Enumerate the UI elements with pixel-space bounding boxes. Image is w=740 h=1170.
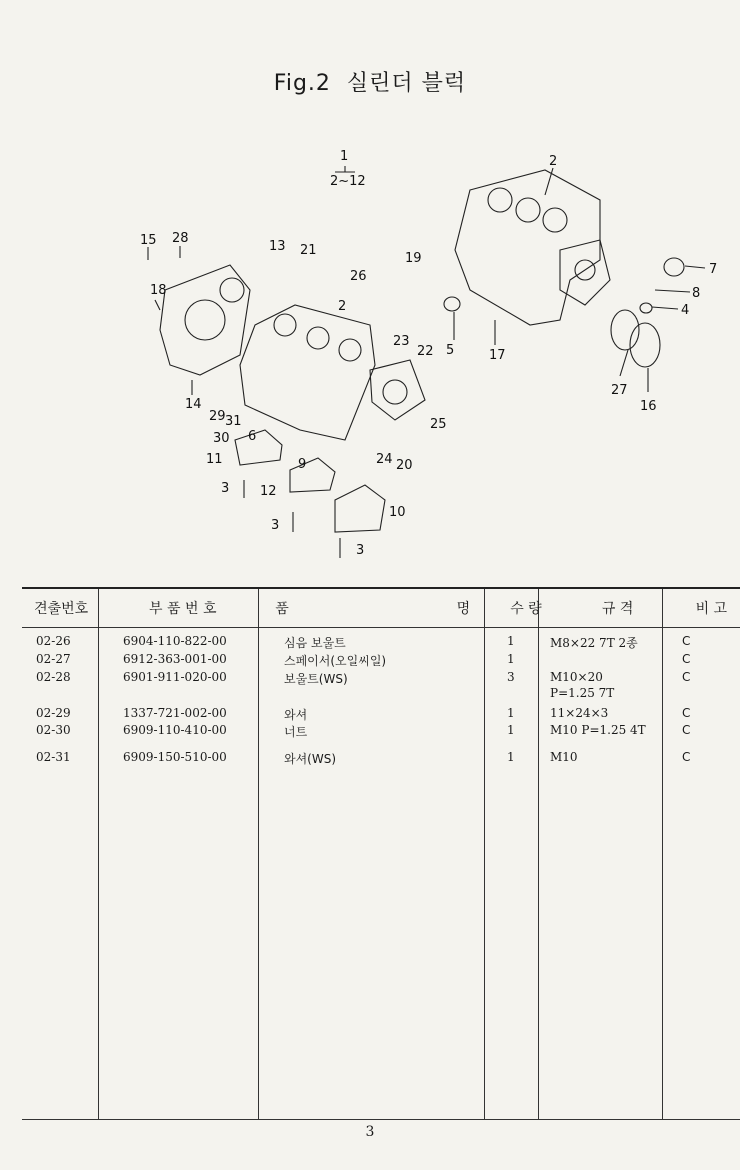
callout-18: 18	[150, 283, 167, 298]
cell-name: 스페이서(오일씨일)	[284, 654, 387, 668]
cell-qty: 1	[507, 652, 515, 666]
cell-part-no: 6901-911-020-00	[123, 670, 227, 684]
cell-note: C	[682, 652, 691, 666]
callout-28: 28	[172, 231, 189, 246]
table-bottom-rule	[22, 1119, 740, 1120]
cell-index: 02-29	[36, 706, 71, 720]
header-spec: 규 격	[554, 588, 682, 628]
callout-24: 24	[376, 452, 393, 467]
cell-index: 02-27	[36, 652, 71, 666]
cell-index: 02-31	[36, 750, 71, 764]
cylinder-block-top-drawing	[455, 170, 600, 325]
callout-22: 22	[417, 344, 434, 359]
callout-16: 16	[640, 399, 657, 414]
cell-part-no: 6909-150-510-00	[123, 750, 227, 764]
callout-31: 31	[225, 414, 242, 429]
page-title	[0, 66, 740, 97]
cell-qty: 3	[507, 670, 515, 684]
table-row	[22, 652, 740, 669]
callout-13: 13	[269, 239, 286, 254]
header-name	[265, 588, 498, 628]
callout-5: 5	[446, 343, 455, 358]
callout-17: 17	[489, 348, 506, 363]
bearing-cap-10-drawing	[335, 485, 385, 532]
cell-note: C	[682, 706, 691, 720]
table-row	[22, 634, 740, 651]
callout-14: 14	[185, 397, 202, 412]
cell-name: 보울트(WS)	[284, 672, 348, 686]
cell-spec: M10×20	[550, 670, 603, 684]
cell-part-no: 1337-721-002-00	[123, 706, 227, 720]
callout-3b: 3	[271, 518, 280, 533]
table-row	[22, 670, 740, 700]
callout-23: 23	[393, 334, 410, 349]
callout-3a: 3	[221, 481, 230, 496]
cylinder-block-center-drawing	[240, 305, 375, 440]
cell-part-no: 6912-363-001-00	[123, 652, 227, 666]
bearing-cap-12-drawing	[290, 458, 335, 492]
callout-2b: 2	[338, 299, 347, 314]
rear-plate-drawing	[160, 265, 250, 375]
cell-name: 심음 보울트	[284, 636, 346, 650]
cell-name: 너트	[284, 725, 308, 739]
header-index: 견출번호	[22, 588, 100, 628]
callout-21: 21	[300, 243, 317, 258]
callout-12: 12	[260, 484, 277, 499]
cell-index: 02-26	[36, 634, 71, 648]
exploded-view-diagram	[0, 140, 740, 570]
cell-spec-line2: P=1.25 7T	[550, 686, 615, 700]
cell-spec: M10	[550, 750, 578, 764]
callout-19: 19	[405, 251, 422, 266]
header-part-no: 부 품 번 호	[100, 588, 265, 628]
callout-7: 7	[709, 262, 718, 277]
cell-spec: M10 P=1.25 4T	[550, 723, 646, 737]
callout-10: 10	[389, 505, 406, 520]
callout-9: 9	[298, 457, 307, 472]
header-note: 비 고	[682, 588, 740, 628]
callout-11: 11	[206, 452, 223, 467]
callout-29: 29	[209, 409, 226, 424]
figure-label: Fig.2	[273, 71, 331, 96]
cell-name: 와셔(WS)	[284, 752, 337, 766]
callout-3c: 3	[356, 543, 365, 558]
cell-qty: 1	[507, 706, 515, 720]
cell-part-no: 6909-110-410-00	[123, 723, 227, 737]
cell-note: C	[682, 634, 691, 648]
cell-qty: 1	[507, 723, 515, 737]
table-row	[22, 723, 740, 740]
cell-index: 02-30	[36, 723, 71, 737]
parts-table	[22, 587, 740, 628]
figure-title: 실린더 블럭	[346, 71, 467, 96]
cell-qty: 1	[507, 634, 515, 648]
callout-30: 30	[213, 431, 230, 446]
callout-27: 27	[611, 383, 628, 398]
callout-2: 2	[549, 154, 558, 169]
callout-8: 8	[692, 286, 701, 301]
table-row	[22, 750, 740, 767]
header-name-left: 품	[275, 601, 289, 617]
cell-name: 와셔	[284, 708, 308, 722]
callout-15: 15	[140, 233, 157, 248]
cell-part-no: 6904-110-822-00	[123, 634, 227, 648]
page-number: 3	[365, 1124, 375, 1140]
header-name-right: 명	[456, 601, 471, 617]
cell-spec: M8×22 7T 2종	[550, 636, 638, 650]
assembly-number: 1	[340, 149, 349, 164]
cell-note: C	[682, 750, 691, 764]
table-row	[22, 706, 740, 723]
header-qty: 수 량	[498, 588, 554, 628]
callout-6: 6	[248, 429, 257, 444]
callout-4: 4	[681, 303, 690, 318]
cell-index: 02-28	[36, 670, 71, 684]
cell-note: C	[682, 723, 691, 737]
bearing-cap-11-drawing	[235, 430, 282, 465]
cell-qty: 1	[507, 750, 515, 764]
cell-note: C	[682, 670, 691, 684]
callout-20: 20	[396, 458, 413, 473]
callout-26: 26	[350, 269, 367, 284]
assembly-range: 2~12	[330, 174, 366, 189]
callout-25: 25	[430, 417, 447, 432]
cell-spec: 11×24×3	[550, 706, 609, 720]
table-header-row	[22, 588, 740, 628]
